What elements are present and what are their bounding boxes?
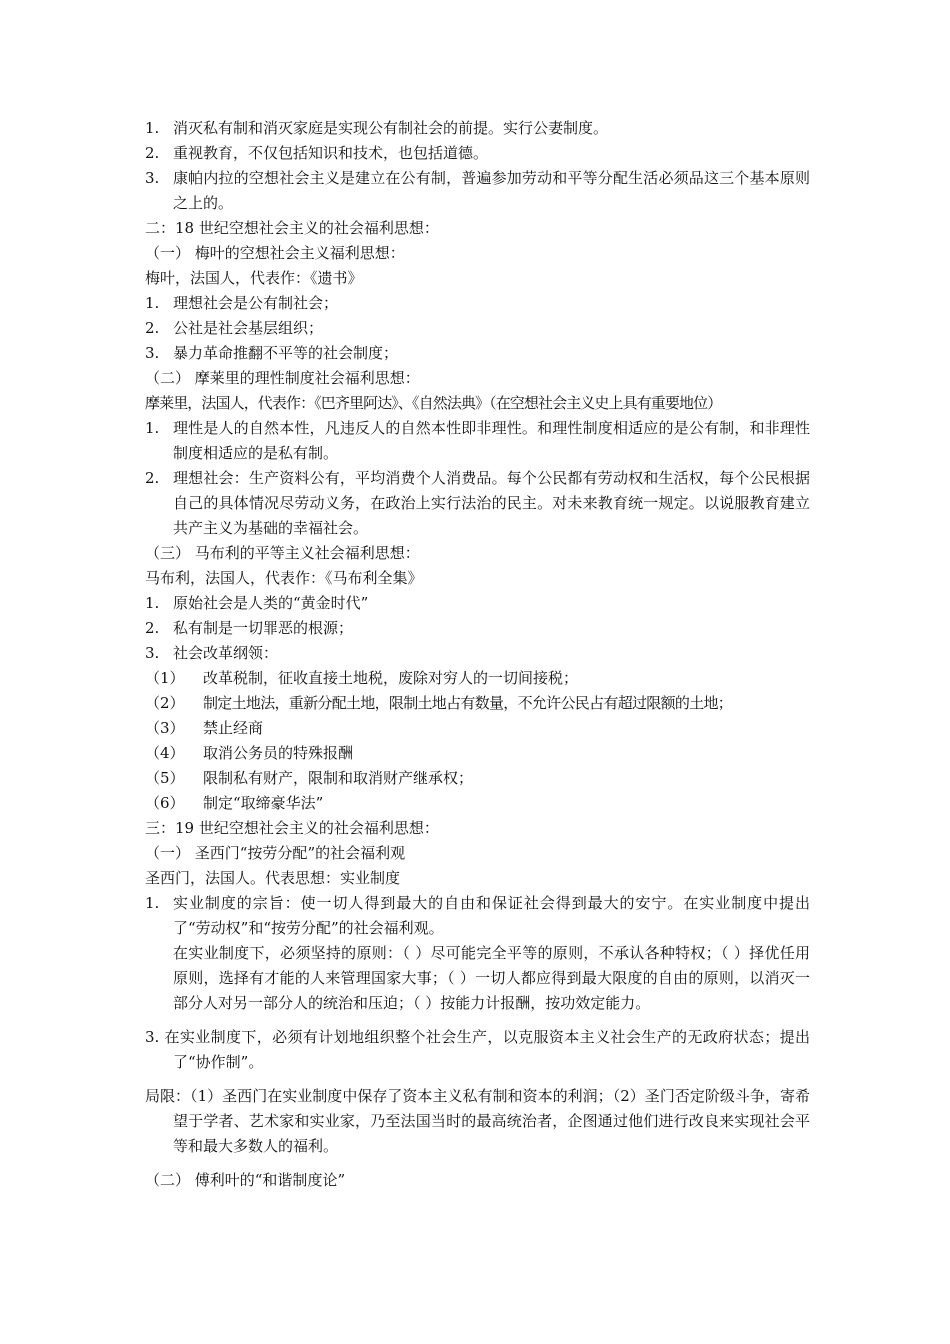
program-item bbox=[145, 691, 810, 716]
list-number: 1. bbox=[145, 594, 160, 612]
document-page bbox=[145, 116, 810, 1193]
list-text: 消灭私有制和消灭家庭是实现公有制社会的前提。实行公妻制度。 bbox=[173, 119, 609, 137]
author-line: 摩莱里，法国人，代表作：《巴齐里阿达》、《自然法典》（在空想社会主义史上具有重要地位） bbox=[145, 394, 722, 412]
list-number: 2. bbox=[145, 319, 160, 337]
list-text: 公社是社会基层组织； bbox=[173, 319, 324, 337]
list-text: 重视教育，不仅包括知识和技术，也包括道德。 bbox=[173, 144, 489, 162]
list-number: 3. bbox=[145, 644, 160, 662]
subsection-heading: （二） 摩莱里的理性制度社会福利思想： bbox=[145, 369, 420, 387]
program-item bbox=[145, 716, 810, 741]
list-text: 暴力革命推翻不平等的社会制度； bbox=[173, 344, 399, 362]
subsection-heading: （三） 马布利的平等主义社会福利思想： bbox=[145, 544, 420, 562]
list-text: 原始社会是人类的“黄金时代” bbox=[173, 594, 369, 612]
program-number: （3） bbox=[145, 719, 185, 737]
program-number: （5） bbox=[145, 769, 185, 787]
paragraph-item-3: 3. 在实业制度下，必须有计划地组织整个社会生产，以克服资本主义社会生产的无政府状态；提出了“协作制”。 bbox=[145, 1028, 810, 1071]
list-item bbox=[145, 116, 810, 141]
list-number: 3. bbox=[145, 344, 160, 362]
list-number: 1. bbox=[145, 894, 160, 912]
program-item bbox=[145, 791, 810, 816]
list-text: 理想社会是公有制社会； bbox=[173, 294, 339, 312]
list-text: 理性是人的自然本性，凡违反人的自然本性即非理性。和理性制度相适应的是公有制，和非理性制度相适应的是私有制。 bbox=[173, 419, 810, 462]
list-item bbox=[145, 591, 810, 616]
list-item bbox=[145, 316, 810, 341]
list-text: 社会改革纲领： bbox=[173, 644, 279, 662]
program-text: 取消公务员的特殊报酬 bbox=[203, 744, 354, 762]
author-line: 梅叶，法国人，代表作：《遗书》 bbox=[145, 269, 363, 287]
list-number: 1. bbox=[145, 294, 160, 312]
limitations-paragraph: 局限：（1）圣西门在实业制度中保存了资本主义私有制和资本的利润；（2）圣门否定阶级斗争，寄希望于学者、艺术家和实业家，乃至法国当时的最高统治者，企图通过他们进行改良来实现社会平等和最大多数人的福利。 bbox=[145, 1087, 810, 1155]
list-text: 理想社会：生产资料公有，平均消费个人消费品。每个公民都有劳动权和生活权，每个公民根据自己的具体情况尽劳动义务，在政治上实行法治的民主。对未来教育统一规定。以说服教育建立共产主义为基础的幸福社会。 bbox=[173, 469, 810, 537]
list-item bbox=[145, 416, 810, 466]
program-item bbox=[145, 666, 810, 691]
list-number: 1. bbox=[145, 419, 160, 437]
program-number: （4） bbox=[145, 744, 185, 762]
list-text: 私有制是一切罪恶的根源； bbox=[173, 619, 354, 637]
subsection-heading: （一） 圣西门“按劳分配”的社会福利观 bbox=[145, 844, 406, 862]
program-item bbox=[145, 741, 810, 766]
list-text: 康帕内拉的空想社会主义是建立在公有制，普遍参加劳动和平等分配生活必须品这三个基本原则之上的。 bbox=[173, 169, 810, 212]
program-text: 改革税制，征收直接土地税，废除对穷人的一切间接税； bbox=[203, 669, 579, 687]
list-item bbox=[145, 291, 810, 316]
list-number: 2. bbox=[145, 619, 160, 637]
list-number: 1. bbox=[145, 119, 160, 137]
list-item bbox=[145, 616, 810, 641]
program-text: 制定“取缔豪华法” bbox=[203, 794, 324, 812]
author-line: 圣西门，法国人。代表思想：实业制度 bbox=[145, 869, 401, 887]
list-item bbox=[145, 341, 810, 366]
program-text: 限制私有财产，限制和取消财产继承权； bbox=[203, 769, 474, 787]
list-item bbox=[145, 141, 810, 166]
author-line: 马布利，法国人，代表作：《马布利全集》 bbox=[145, 569, 423, 587]
subsection-heading: （一） 梅叶的空想社会主义福利思想： bbox=[145, 244, 405, 262]
list-text: 实业制度的宗旨：使一切人得到最大的自由和保证社会得到最大的安宁。在实业制度中提出了“劳动权”和“按劳分配”的社会福利观。 bbox=[173, 894, 810, 937]
subsection-heading: （二） 傅利叶的“和谐制度论” bbox=[145, 1171, 346, 1189]
program-number: （2） bbox=[145, 694, 185, 712]
program-text: 制定土地法，重新分配土地，限制土地占有数量，不允许公民占有超过限额的土地； bbox=[203, 694, 733, 712]
list-item bbox=[145, 466, 810, 541]
program-text: 禁止经商 bbox=[203, 719, 264, 737]
program-item bbox=[145, 766, 810, 791]
list-number: 2. bbox=[145, 144, 160, 162]
section-heading: 二：18 世纪空想社会主义的社会福利思想： bbox=[145, 219, 439, 237]
list-number: 2. bbox=[145, 469, 160, 487]
program-number: （6） bbox=[145, 794, 185, 812]
list-item bbox=[145, 166, 810, 216]
list-item bbox=[145, 891, 810, 941]
principles-paragraph: 在实业制度下，必须坚持的原则：（ ）尽可能完全平等的原则，不承认各种特权；（ ）择优任用原则，选择有才能的人来管理国家大事；（ ）一切人都应得到最大限度的自由的原则，以消灭一部分人对另一部分人的统治和压迫；（ ）按能力计报酬，按功效定能力。 bbox=[173, 944, 810, 1012]
program-number: （1） bbox=[145, 669, 185, 687]
list-item bbox=[145, 641, 810, 666]
section-heading: 三：19 世纪空想社会主义的社会福利思想： bbox=[145, 819, 439, 837]
list-number: 3. bbox=[145, 169, 160, 187]
